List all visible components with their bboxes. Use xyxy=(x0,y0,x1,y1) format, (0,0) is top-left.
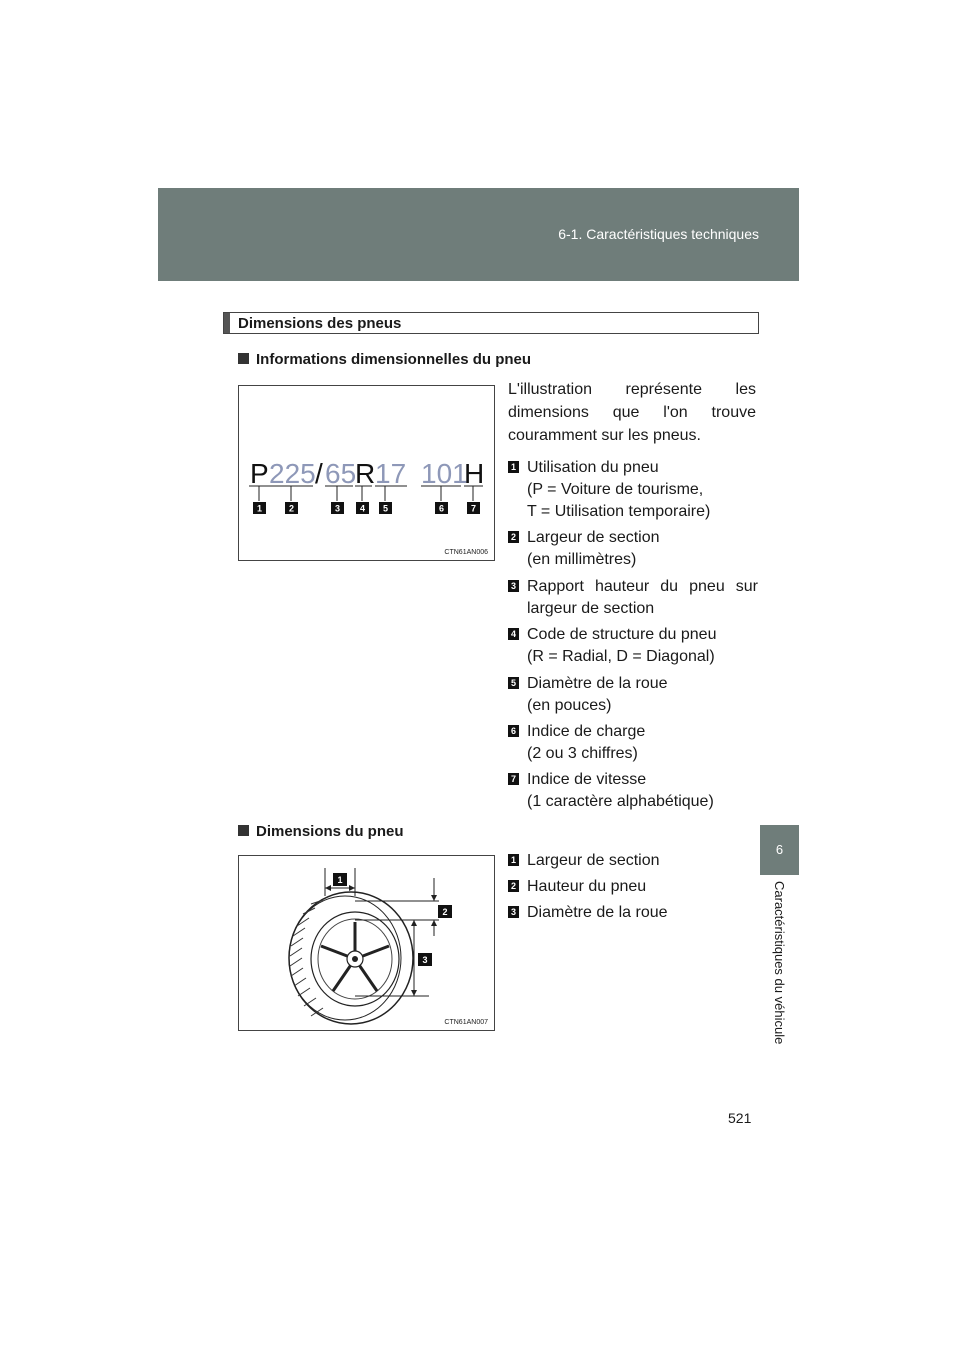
svg-text:1: 1 xyxy=(337,875,343,885)
item-number: 1 xyxy=(508,461,519,473)
figure-code: CTN61AN007 xyxy=(444,1019,488,1026)
section-heading-text: Dimensions des pneus xyxy=(238,315,402,332)
tire-wheel-illustration xyxy=(239,856,494,1030)
svg-text:6: 6 xyxy=(438,503,445,514)
item-number: 3 xyxy=(508,906,519,918)
svg-text:2: 2 xyxy=(442,907,448,917)
svg-text:3: 3 xyxy=(334,503,341,514)
list-item: 2 Hauteur du pneu xyxy=(508,876,758,898)
code-char-slash: / xyxy=(315,458,323,489)
svg-text:1: 1 xyxy=(256,503,263,514)
code-markers xyxy=(253,502,480,514)
side-strip xyxy=(760,281,799,825)
code-char-width: 225 xyxy=(269,458,316,489)
chapter-tab-number: 6 xyxy=(760,825,799,875)
square-bullet-icon xyxy=(238,825,249,836)
svg-text:5: 5 xyxy=(382,503,389,514)
list-item: 3 Rapport hauteur du pneu sur largeur de section xyxy=(508,576,758,620)
list-item: 3 Diamètre de la roue xyxy=(508,902,758,924)
list-item: 4 Code de structure du pneu (R = Radial, D = Diagonal) xyxy=(508,624,758,668)
code-char-speed: H xyxy=(464,458,485,489)
code-char-r: R xyxy=(355,458,376,489)
subsection-heading-2 xyxy=(238,823,404,840)
subsection-heading-1-text: Informations dimensionnelles du pneu xyxy=(256,351,532,368)
list-item: 6 Indice de charge (2 ou 3 chiffres) xyxy=(508,721,758,765)
intro-paragraph: L'illustration représente les dimensions que l'on trouve couramment sur les pneus. xyxy=(508,381,756,444)
item-number: 3 xyxy=(508,580,519,592)
code-char-ratio: 65 xyxy=(325,458,357,489)
figure-code: CTN61AN006 xyxy=(444,549,488,556)
header-band xyxy=(158,188,799,281)
square-bullet-icon xyxy=(238,353,249,364)
list-item: 7 Indice de vitesse (1 caractère alphabétique) xyxy=(508,769,758,813)
svg-text:4: 4 xyxy=(359,503,366,514)
chapter-tab-label: Caractéristiques du véhicule xyxy=(772,881,787,1045)
section-heading-bar xyxy=(224,313,230,333)
svg-text:2: 2 xyxy=(288,503,295,514)
code-char-p: P xyxy=(250,458,269,489)
item-number: 2 xyxy=(508,531,519,543)
chapter-title: 6-1. Caractéristiques techniques xyxy=(558,226,759,242)
item-number: 6 xyxy=(508,725,519,737)
item-number: 2 xyxy=(508,880,519,892)
chapter-tab-label-box xyxy=(760,875,799,1095)
subsection-heading-2-text: Dimensions du pneu xyxy=(256,823,404,840)
code-char-load: 101 xyxy=(421,458,468,489)
list-item: 5 Diamètre de la roue (en pouces) xyxy=(508,673,758,717)
svg-text:3: 3 xyxy=(422,955,428,965)
item-number: 7 xyxy=(508,773,519,785)
page-number: 521 xyxy=(728,1110,752,1126)
svg-text:7: 7 xyxy=(470,503,477,514)
list-item: 2 Largeur de section (en millimètres) xyxy=(508,527,758,571)
tire-code-illustration xyxy=(239,386,494,560)
section-heading xyxy=(223,312,759,334)
list-item: 1 Largeur de section xyxy=(508,850,758,872)
subsection-heading-1 xyxy=(238,351,531,368)
code-char-dia: 17 xyxy=(375,458,407,489)
item-number: 4 xyxy=(508,628,519,640)
item-number: 1 xyxy=(508,854,519,866)
list-item: 1 Utilisation du pneu (P = Voiture de tourisme, T = Utilisation temporaire) xyxy=(508,457,758,523)
item-number: 5 xyxy=(508,677,519,689)
tire-dimensions-figure xyxy=(238,855,495,1031)
tire-code-figure xyxy=(238,385,495,561)
